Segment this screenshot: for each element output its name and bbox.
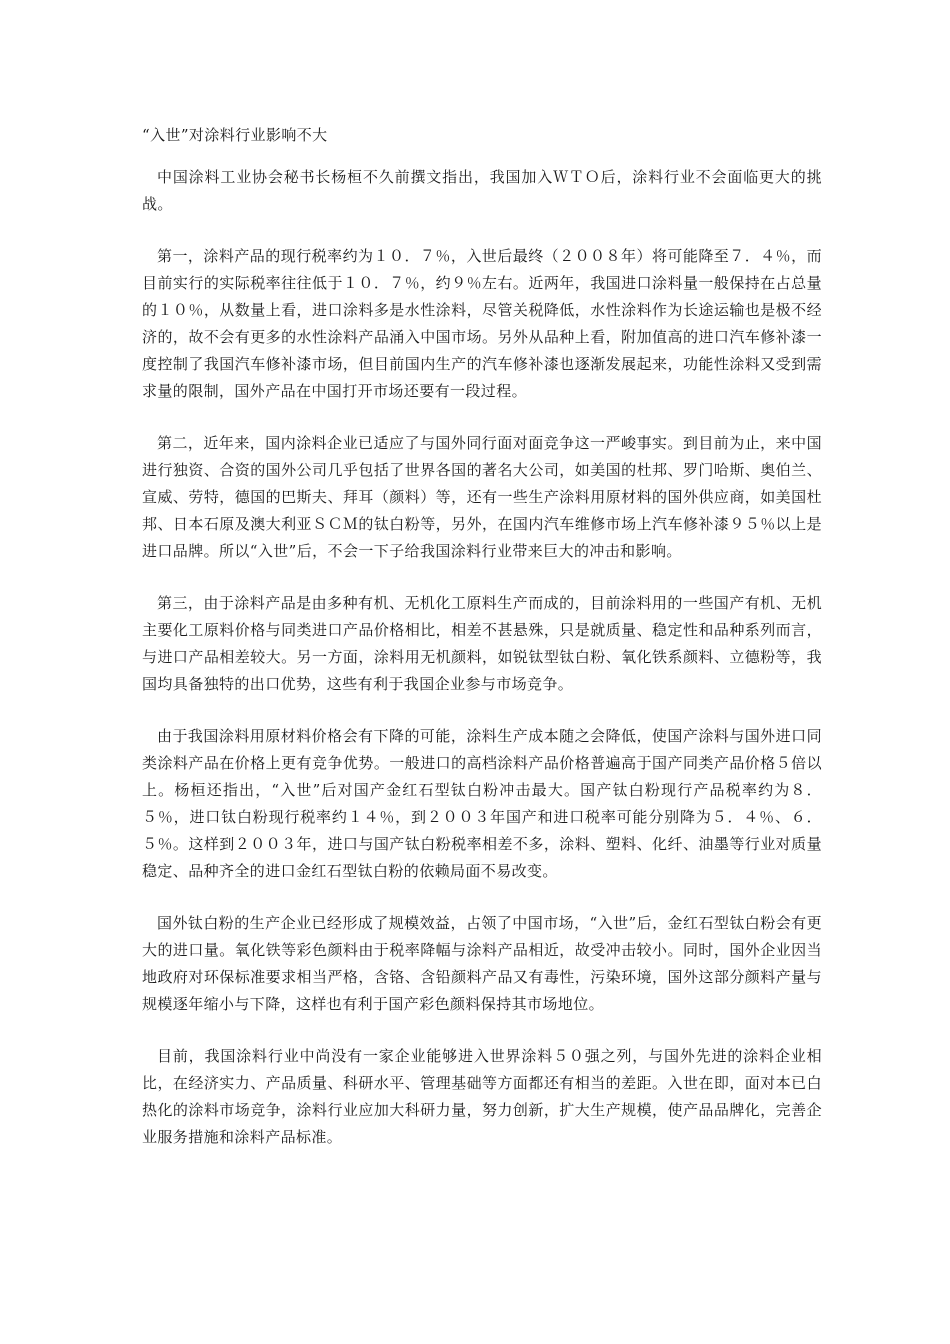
paragraph-intro: 中国涂料工业协会秘书长杨桓不久前撰文指出，我国加入ＷＴＯ后，涂料行业不会面临更大的挑战。 — [142, 168, 822, 213]
paragraph-conclusion: 目前，我国涂料行业中尚没有一家企业能够进入世界涂料５０强之列，与国外先进的涂料企业相比，在经济实力、产品质量、科研水平、管理基础等方面都还有相当的差距。入世在即，面对本已白热化的涂料市场竞争，涂料行业应加大科研力量，努力创新，扩大生产规模，使产品品牌化，完善企业服务措施和涂料产品标准。 — [142, 1047, 822, 1146]
article-title: “入世”对涂料行业影响不大 — [142, 126, 328, 144]
paragraph-third-point: 第三，由于涂料产品是由多种有机、无机化工原料生产而成的，目前涂料用的一些国产有机、无机主要化工原料价格与同类进口产品价格相比，相差不甚悬殊，只是就质量、稳定性和品种系列而言，与进口产品相差较大。另一方面，涂料用无机颜料，如锐钛型钛白粉、氧化铁系颜料、立德粉等，我国均具备独特的出口优势，这些有利于我国企业参与市场竞争。 — [142, 594, 822, 693]
paragraph-foreign-titanium: 国外钛白粉的生产企业已经形成了规模效益，占领了中国市场，“入世”后，金红石型钛白粉会有更大的进口量。氧化铁等彩色颜料由于税率降幅与涂料产品相近，故受冲击较小。同时，国外企业因当地政府对环保标准要求相当严格，含铬、含铅颜料产品又有毒性，污染环境，国外这部分颜料产量与规模逐年缩小与下降，这样也有利于国产彩色颜料保持其市场地位。 — [142, 914, 822, 1013]
document-page — [142, 122, 822, 1176]
paragraph-second-point: 第二，近年来，国内涂料企业已适应了与国外同行面对面竞争这一严峻事实。到目前为止，来中国进行独资、合资的国外公司几乎包括了世界各国的著名大公司，如美国的杜邦、罗门哈斯、奥伯兰、宣威、劳特，德国的巴斯夫、拜耳（颜料）等，还有一些生产涂料用原材料的国外供应商，如美国杜邦、日本石原及澳大利亚ＳＣＭ的钛白粉等，另外，在国内汽车维修市场上汽车修补漆９５％以上是进口品牌。所以“入世”后，不会一下子给我国涂料行业带来巨大的冲击和影响。 — [142, 434, 822, 560]
paragraph-raw-material-prices: 由于我国涂料用原材料价格会有下降的可能，涂料生产成本随之会降低，使国产涂料与国外进口同类涂料产品在价格上更有竞争优势。一般进口的高档涂料产品价格普遍高于国产同类产品价格５倍以上。杨桓还指出，“入世”后对国产金红石型钛白粉冲击最大。国产钛白粉现行产品税率约为８．５％，进口钛白粉现行税率约１４％，到２００３年国产和进口税率可能分别降为５．４％、６．５％。这样到２００３年，进口与国产钛白粉税率相差不多，涂料、塑料、化纤、油墨等行业对质量稳定、品种齐全的进口金红石型钛白粉的依赖局面不易改变。 — [142, 727, 822, 880]
paragraph-first-point: 第一，涂料产品的现行税率约为１０．７％，入世后最终（２００８年）将可能降至７．４％，而目前实行的实际税率往往低于１０．７％，约９％左右。近两年，我国进口涂料量一般保持在占总量的１０％，从数量上看，进口涂料多是水性涂料，尽管关税降低，水性涂料作为长途运输也是极不经济的，故不会有更多的水性涂料产品涌入中国市场。另外从品种上看，附加值高的进口汽车修补漆一度控制了我国汽车修补漆市场，但目前国内生产的汽车修补漆也逐渐发展起来，功能性涂料又受到需求量的限制，国外产品在中国打开市场还要有一段过程。 — [142, 247, 822, 400]
